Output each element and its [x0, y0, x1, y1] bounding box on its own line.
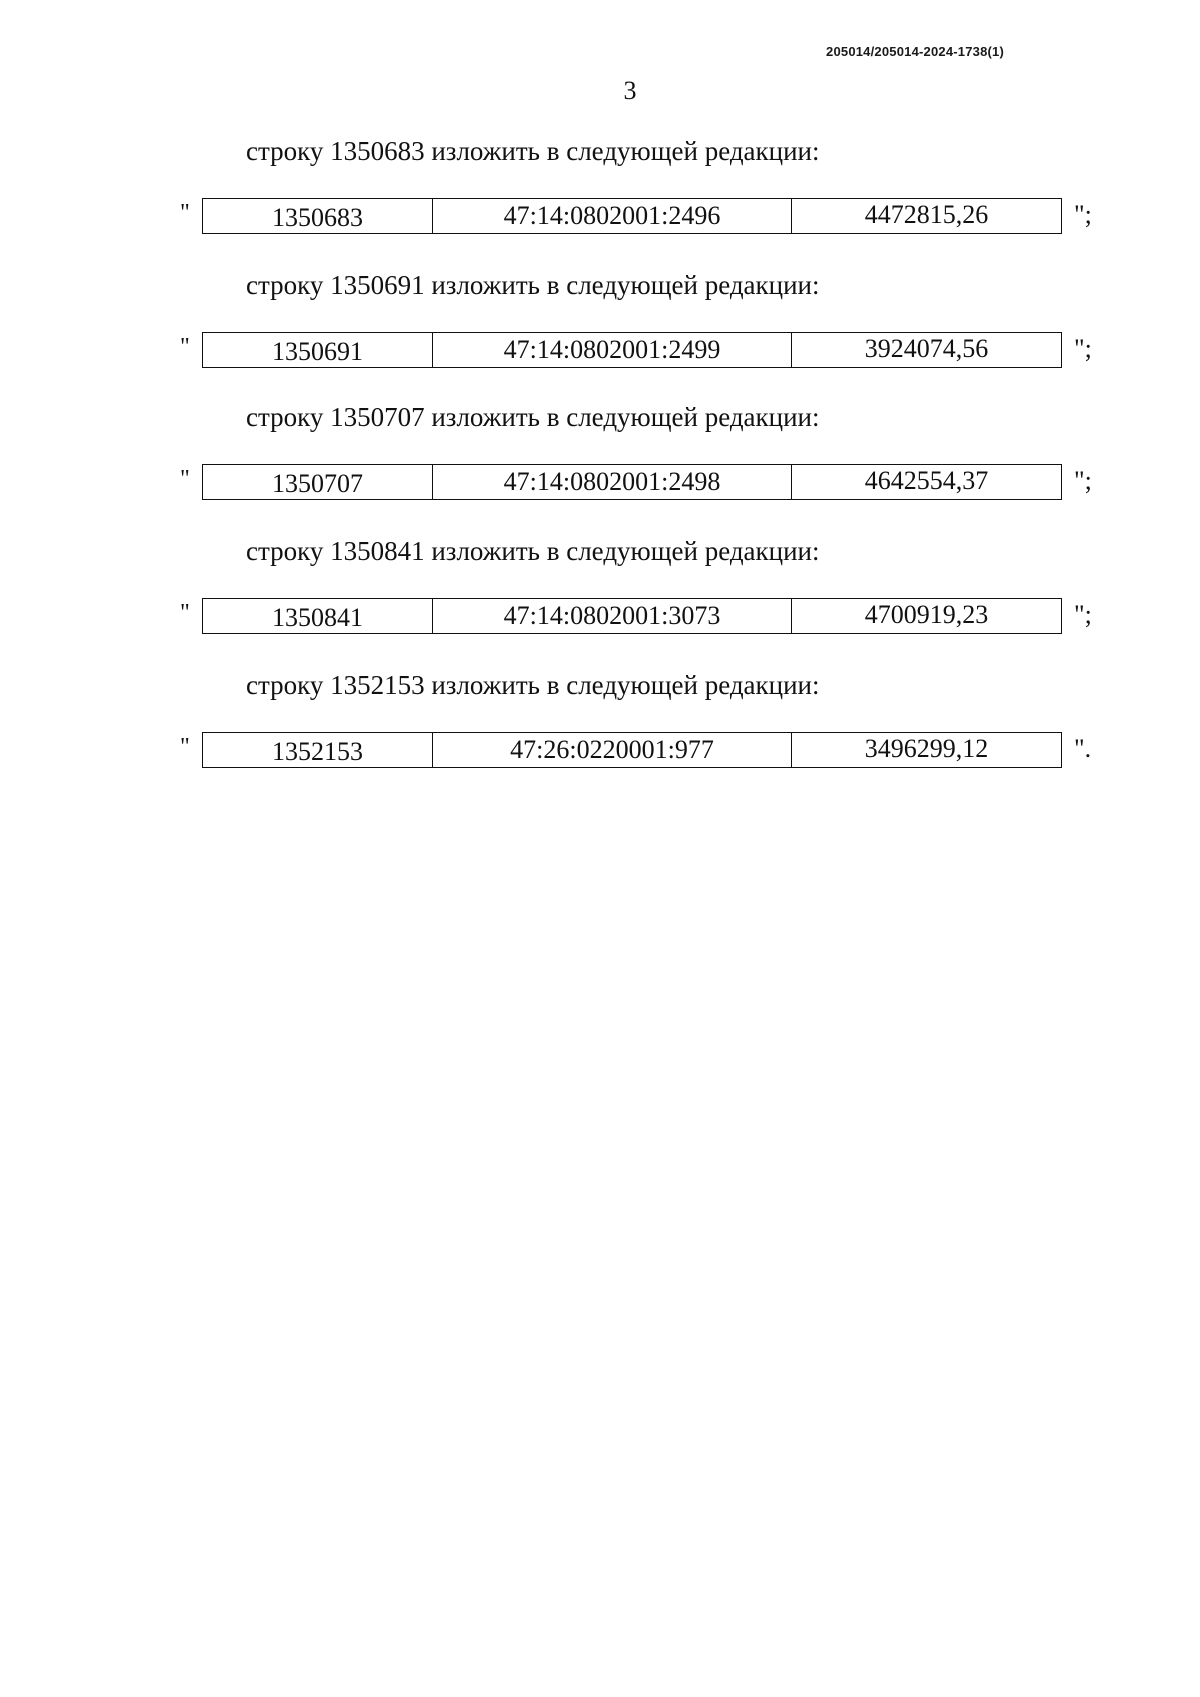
open-quote: "	[180, 466, 190, 492]
table-row	[202, 332, 1062, 368]
row-number-cell: 1350691	[203, 333, 433, 367]
value-cell: 4642554,37	[864, 466, 989, 495]
cadastral-number-cell: 47:14:0802001:2498	[433, 465, 792, 499]
table-row	[202, 198, 1062, 234]
value-cell: 3496299,12	[864, 734, 989, 763]
cadastral-number-cell: 47:14:0802001:3073	[433, 599, 792, 633]
open-quote: "	[180, 734, 190, 760]
cadastral-number-cell: 47:14:0802001:2496	[433, 199, 792, 233]
document-id: 205014/205014-2024-1738(1)	[826, 44, 1004, 59]
page-number: 3	[623, 76, 637, 105]
row-number-cell: 1352153	[203, 733, 433, 767]
close-quote: ";	[1074, 334, 1092, 363]
cadastral-number-cell: 47:14:0802001:2499	[433, 333, 792, 367]
instruction-text: строку 1350691 изложить в следующей редакции:	[246, 270, 820, 300]
table-row	[202, 598, 1062, 634]
table-row	[202, 464, 1062, 500]
open-quote: "	[180, 600, 190, 626]
open-quote: "	[180, 200, 190, 226]
instruction-text: строку 1350683 изложить в следующей редакции:	[246, 136, 820, 166]
close-quote: ";	[1074, 200, 1092, 229]
close-quote: ";	[1074, 600, 1092, 629]
open-quote: "	[180, 334, 190, 360]
row-number-cell: 1350683	[203, 199, 433, 233]
table-row	[202, 732, 1062, 768]
row-number-cell: 1350841	[203, 599, 433, 633]
value-cell: 4700919,23	[864, 600, 989, 629]
close-quote: ";	[1074, 466, 1092, 495]
instruction-text: строку 1350841 изложить в следующей редакции:	[246, 536, 820, 566]
instruction-text: строку 1350707 изложить в следующей редакции:	[246, 402, 820, 432]
instruction-text: строку 1352153 изложить в следующей редакции:	[246, 670, 820, 700]
row-number-cell: 1350707	[203, 465, 433, 499]
value-cell: 4472815,26	[864, 200, 989, 229]
cadastral-number-cell: 47:26:0220001:977	[433, 733, 792, 767]
value-cell: 3924074,56	[864, 334, 989, 363]
close-quote: ".	[1074, 734, 1092, 763]
